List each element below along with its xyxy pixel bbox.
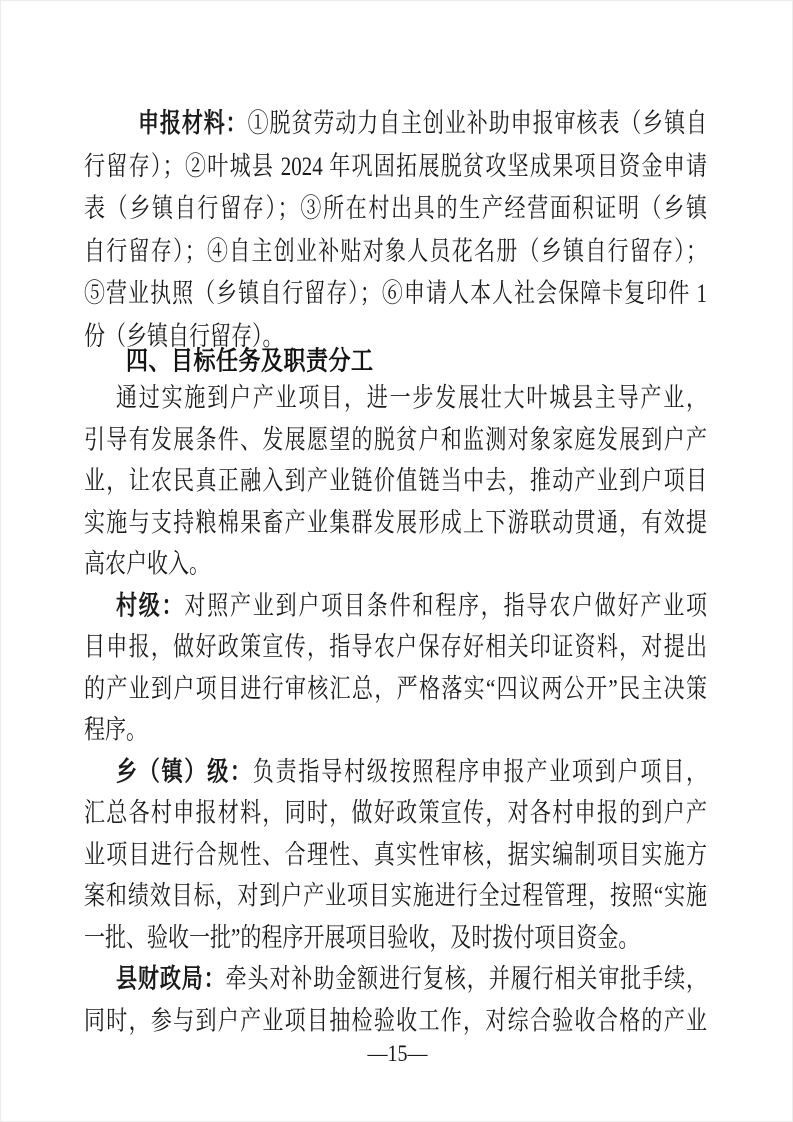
- text-line: 引导有发展条件、发展愿望的脱贫户和监测对象家庭发展到户产: [84, 424, 707, 455]
- text-line: ⑤营业执照（乡镇自行留存）；⑥申请人本人社会保障卡复印件 1: [84, 277, 707, 309]
- text-line: 业项目进行合规性、合理性、真实性审核，据实编制项目实施方: [84, 839, 707, 870]
- paragraph-lead: 申报材料：: [138, 107, 248, 139]
- paragraph-lead: 县财政局：: [116, 963, 226, 994]
- text-line: 通过实施到户产业项目，进一步发展壮大叶城县主导产业，: [116, 382, 707, 413]
- text-line: 行留存）；②叶城县 2024 年巩固拓展脱贫攻坚成果项目资金申请: [84, 150, 707, 181]
- text-line: 表（乡镇自行留存）；③所在村出具的生产经营面积证明（乡镇: [84, 192, 707, 224]
- text-span: 牵头对补助金额进行复核，并履行相关审批手续，: [225, 963, 708, 994]
- text-line: 高农户收入。: [84, 548, 210, 579]
- text-line: 自行留存）；④自主创业补贴对象人员花名册（乡镇自行留存）；: [84, 235, 707, 266]
- text-span: 对照产业到户项目条件和程序，指导农户做好产业项: [184, 590, 708, 621]
- paragraph-lead: 乡（镇）级：: [116, 756, 253, 787]
- text-line: 程序。: [84, 714, 147, 745]
- paragraph-lead: 村级：: [116, 590, 185, 621]
- text-line: 汇总各村申报材料，同时，做好政策宣传，对各村申报的到户产: [84, 797, 707, 828]
- text-span: 负责指导村级按照程序申报产业项到户项目，: [252, 756, 708, 787]
- text-line: 的产业到户项目进行审核汇总，严格落实“四议两公开”民主决策: [84, 673, 707, 704]
- text-line: 同时，参与到户产业项目抽检验收工作，对综合验收合格的产业: [84, 1005, 707, 1036]
- text-line: 案和绩效目标，对到户产业项目实施进行全过程管理，按照“实施: [84, 880, 707, 911]
- section-heading: 四、目标任务及职责分工: [126, 345, 374, 376]
- text-line: 份（乡镇自行留存）。: [84, 320, 284, 351]
- text-span: ①脱贫劳动力自主创业补助申报审核表（乡镇自: [247, 107, 708, 139]
- text-line: 业，让农民真正融入到产业链价值链当中去，推动产业到户项目: [84, 465, 707, 496]
- text-line: 实施与支持粮棉果畜产业集群发展形成上下游联动贯通，有效提: [84, 507, 707, 538]
- paragraph-application-materials: [84, 102, 707, 357]
- text-line: 目申报，做好政策宣传，指导农户保存好相关印证资料，对提出: [84, 631, 707, 662]
- text-line: 一批、验收一批”的程序开展项目验收，及时拨付项目资金。: [84, 922, 640, 953]
- page-number: —15—: [367, 1041, 428, 1067]
- body-text-block: [84, 378, 707, 1042]
